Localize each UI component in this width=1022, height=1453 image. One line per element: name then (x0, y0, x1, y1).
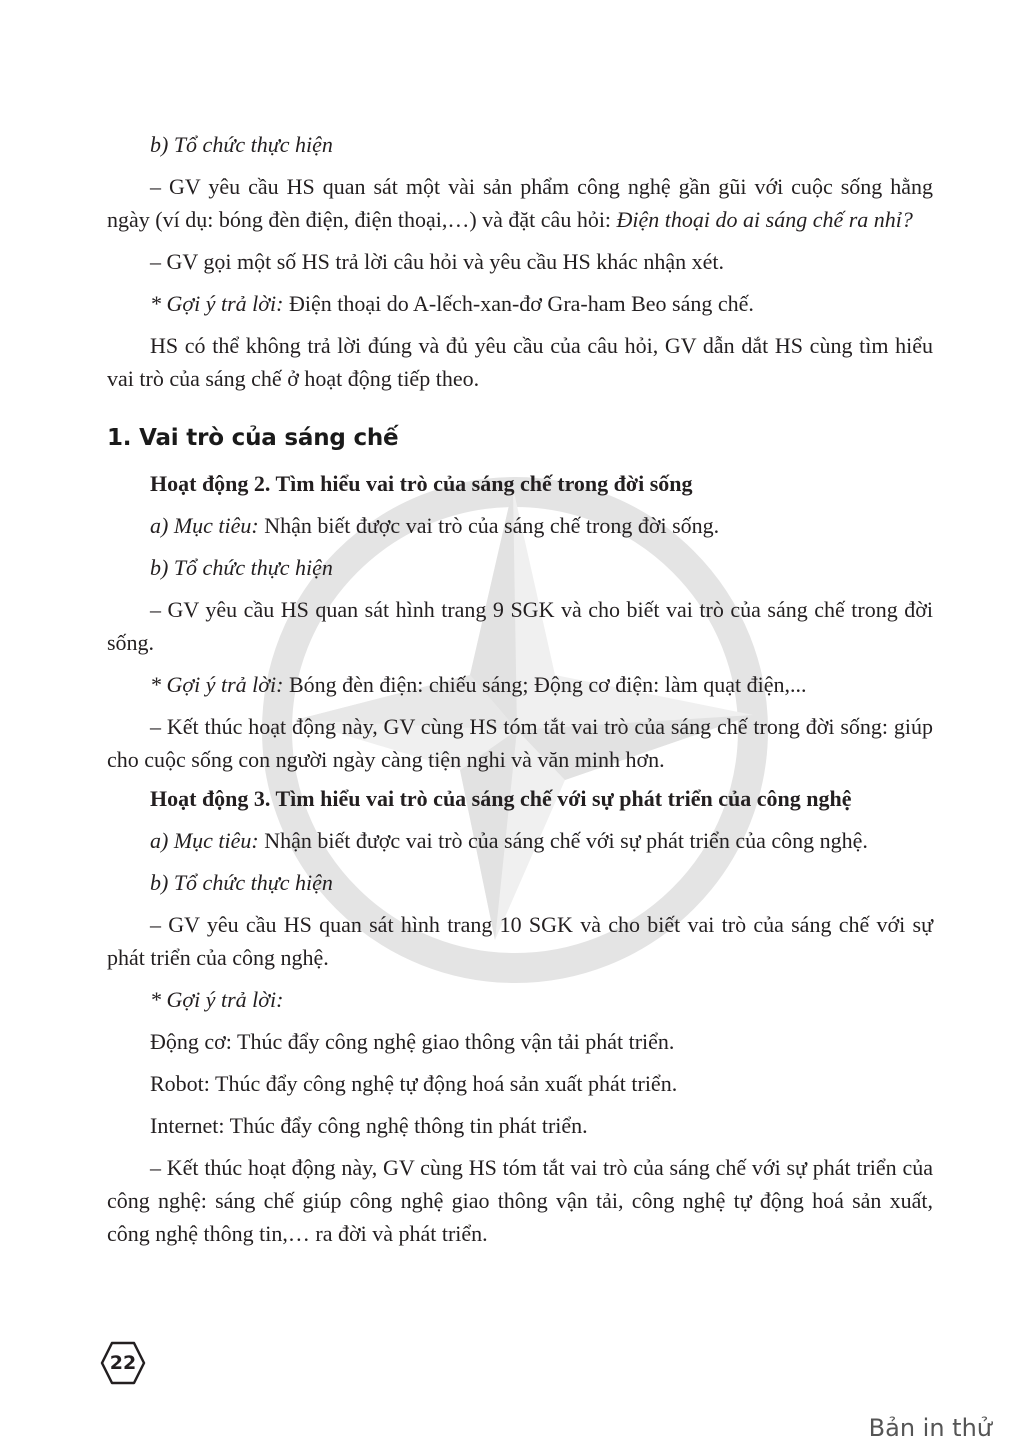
activity3-summary: – Kết thúc hoạt động này, GV cùng HS tóm tắt vai trò của sáng chế với sự phát triển của công nghệ: sáng chế giúp công nghệ giao thông vận tải, công nghệ tự động hoá sản xuất, công nghệ thông tin,… ra đời và phát triển. (107, 1155, 933, 1246)
activity3-hint-item: Động cơ: Thúc đẩy công nghệ giao thông vận tải phát triển. (150, 1029, 675, 1054)
activity3-hint-label: * Gợi ý trả lời: (150, 987, 284, 1012)
activity3-goal: a) Mục tiêu: Nhận biết được vai trò của sáng chế với sự phát triển của công nghệ. (150, 828, 868, 853)
activity2-org-label: b) Tổ chức thực hiện (150, 555, 333, 580)
page-number-badge (100, 1340, 146, 1386)
activity2-paragraph: – GV yêu cầu HS quan sát hình trang 9 SGK và cho biết vai trò của sáng chế trong đời sống. (107, 597, 933, 655)
hint-paragraph: * Gợi ý trả lời: Điện thoại do A-lếch-xan-đơ Gra-ham Beo sáng chế. (150, 291, 754, 316)
activity2-title: Hoạt động 2. Tìm hiểu vai trò của sáng chế trong đời sống (150, 471, 693, 496)
paragraph: HS có thể không trả lời đúng và đủ yêu cầu của câu hỏi, GV dẫn dắt HS cùng tìm hiểu vai trò của sáng chế ở hoạt động tiếp theo. (107, 333, 933, 391)
activity2-summary: – Kết thúc hoạt động này, GV cùng HS tóm tắt vai trò của sáng chế trong đời sống: giúp cho cuộc sống con người ngày càng tiện nghi và văn minh hơn. (107, 714, 933, 772)
activity3-hint-item: Internet: Thúc đẩy công nghệ thông tin phát triển. (150, 1113, 588, 1138)
activity2-hint: * Gợi ý trả lời: Bóng đèn điện: chiếu sáng; Động cơ điện: làm quạt điện,... (150, 672, 807, 697)
activity2-goal: a) Mục tiêu: Nhận biết được vai trò của sáng chế trong đời sống. (150, 513, 720, 538)
page-body (107, 128, 933, 1250)
activity3-paragraph: – GV yêu cầu HS quan sát hình trang 10 SGK và cho biết vai trò của sáng chế với sự phát triển của công nghệ. (107, 912, 933, 970)
activity3-org-label: b) Tổ chức thực hiện (150, 870, 333, 895)
activity3-hint-item: Robot: Thúc đẩy công nghệ tự động hoá sản xuất phát triển. (150, 1071, 678, 1096)
proof-label: Bản in thử (868, 1414, 992, 1442)
org-label: b) Tổ chức thực hiện (150, 132, 333, 157)
paragraph: – GV gọi một số HS trả lời câu hỏi và yêu cầu HS khác nhận xét. (150, 249, 724, 274)
page-number: 22 (109, 1352, 137, 1374)
paragraph: – GV yêu cầu HS quan sát một vài sản phẩm công nghệ gần gũi với cuộc sống hằng ngày (ví dụ: bóng đèn điện, điện thoại,…) và đặt câu hỏi: Điện thoại do ai sáng chế ra nhỉ? (107, 174, 933, 232)
section-heading: 1. Vai trò của sáng chế (107, 425, 399, 451)
activity3-title: Hoạt động 3. Tìm hiểu vai trò của sáng chế với sự phát triển của công nghệ (150, 786, 852, 811)
